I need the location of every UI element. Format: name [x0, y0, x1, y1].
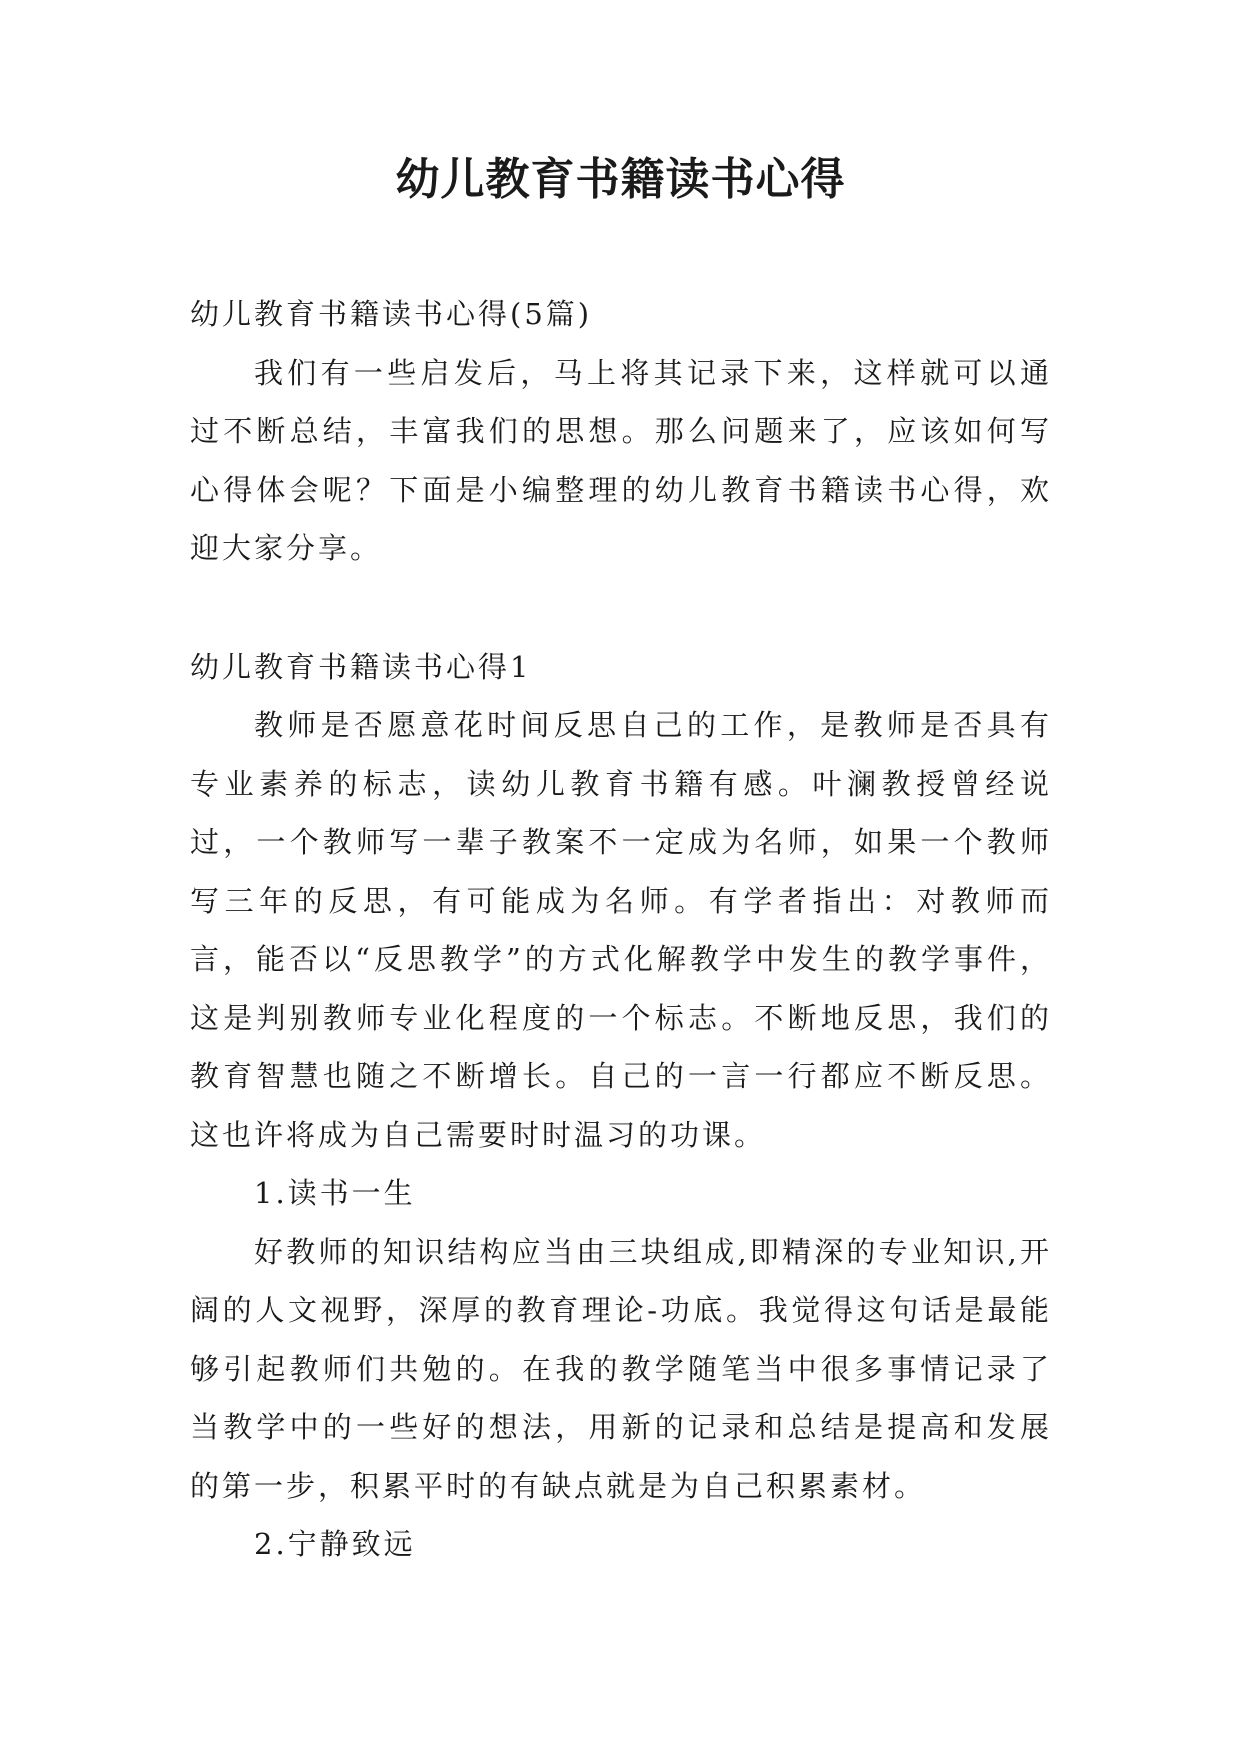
document-body: [190, 285, 1052, 1574]
item-1-paragraph: 好教师的知识结构应当由三块组成,即精深的专业知识,开阔的人文视野，深厚的教育理论-功底。我觉得这句话是最能够引起教师们共勉的。在我的教学随笔当中很多事情记录了当教学中的一些好的想法，用新的记录和总结是提高和发展的第一步，积累平时的有缺点就是为自己积累素材。: [190, 1234, 1052, 1503]
section-spacer: [190, 578, 1052, 638]
section-1-paragraph: 教师是否愿意花时间反思自己的工作，是教师是否具有专业素养的标志，读幼儿教育书籍有感。叶澜教授曾经说过，一个教师写一辈子教案不一定成为名师，如果一个教师写三年的反思，有可能成为名师。有学者指出：对教师而言，能否以“反思教学”的方式化解教学中发生的教学事件，这是判别教师专业化程度的一个标志。不断地反思，我们的教育智慧也随之不断增长。自己的一言一行都应不断反思。这也许将成为自己需要时时温习的功课。: [190, 708, 1052, 1152]
item-1-heading: 1.读书一生: [254, 1176, 416, 1210]
item-2-heading: 2.宁静致远: [254, 1527, 416, 1561]
intro-paragraph: 我们有一些启发后，马上将其记录下来，这样就可以通过不断总结，丰富我们的思想。那么问题来了，应该如何写心得体会呢？下面是小编整理的幼儿教育书籍读书心得，欢迎大家分享。: [190, 355, 1052, 565]
document-subtitle: 幼儿教育书籍读书心得(5篇): [190, 297, 593, 331]
section-heading-1: 幼儿教育书籍读书心得1: [190, 649, 532, 684]
document-title: 幼儿教育书籍读书心得: [395, 154, 846, 205]
